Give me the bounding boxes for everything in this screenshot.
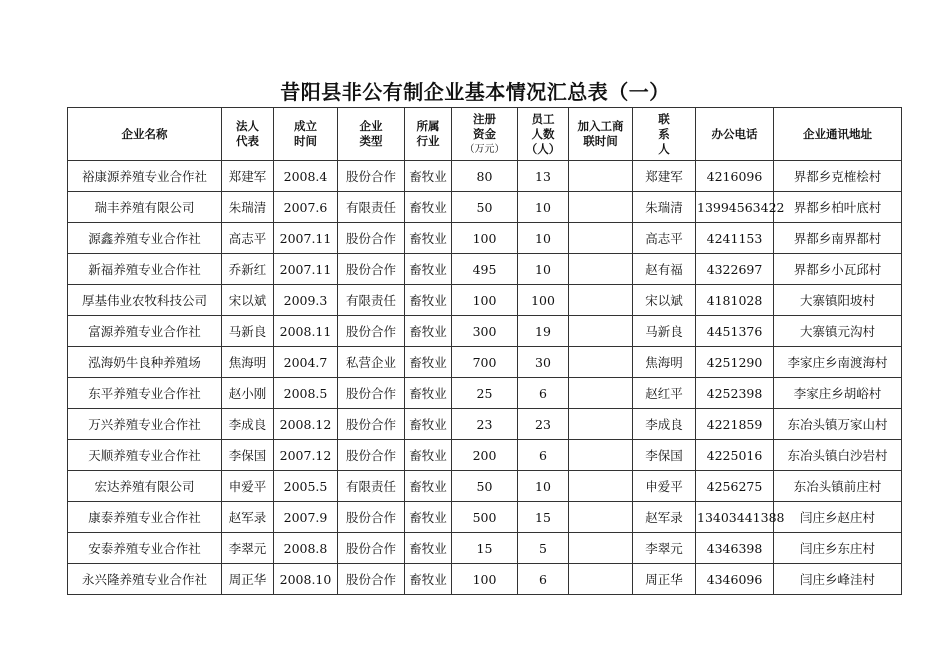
cell-established: 2007.9 xyxy=(274,502,338,533)
enterprise-summary-table xyxy=(67,107,902,595)
cell-join-time xyxy=(569,285,633,316)
header-industry-line2: 行业 xyxy=(416,134,440,148)
header-capital-line1: 注册 xyxy=(473,111,496,126)
cell-join-time xyxy=(569,564,633,595)
header-join-line1: 加入工商 xyxy=(577,119,624,133)
cell-address: 界都乡克榷桧村 xyxy=(774,161,902,192)
cell-phone: 4346398 xyxy=(696,533,774,564)
cell-staff: 6 xyxy=(518,440,569,471)
cell-company-name: 东平养殖专业合作社 xyxy=(68,378,222,409)
cell-contact: 申爱平 xyxy=(633,471,696,502)
cell-established: 2008.12 xyxy=(274,409,338,440)
header-established xyxy=(274,108,338,161)
header-established-line1: 成立 xyxy=(294,119,317,133)
cell-established: 2008.11 xyxy=(274,316,338,347)
header-staff-line1: 员工 xyxy=(531,111,555,126)
header-established-line2: 时间 xyxy=(294,134,317,148)
cell-company-name: 宏达养殖有限公司 xyxy=(68,471,222,502)
cell-company-name: 泓海奶牛良种养殖场 xyxy=(68,347,222,378)
cell-legal-rep: 朱瑞清 xyxy=(222,192,274,223)
header-address: 企业通讯地址 xyxy=(774,108,902,161)
cell-staff: 6 xyxy=(518,378,569,409)
cell-industry: 畜牧业 xyxy=(405,409,452,440)
cell-staff: 5 xyxy=(518,533,569,564)
cell-contact: 赵军录 xyxy=(633,502,696,533)
cell-phone: 4241153 xyxy=(696,223,774,254)
cell-staff: 6 xyxy=(518,564,569,595)
cell-capital: 50 xyxy=(452,471,518,502)
cell-company-type: 股份合作 xyxy=(338,409,405,440)
cell-company-type: 股份合作 xyxy=(338,161,405,192)
cell-capital: 495 xyxy=(452,254,518,285)
cell-staff: 23 xyxy=(518,409,569,440)
header-company-name: 企业名称 xyxy=(68,108,222,161)
cell-join-time xyxy=(569,471,633,502)
cell-legal-rep: 赵小刚 xyxy=(222,378,274,409)
cell-address: 界都乡柏叶底村 xyxy=(774,192,902,223)
cell-phone: 4346096 xyxy=(696,564,774,595)
cell-phone: 4225016 xyxy=(696,440,774,471)
cell-legal-rep: 宋以斌 xyxy=(222,285,274,316)
cell-company-type: 股份合作 xyxy=(338,440,405,471)
cell-legal-rep: 赵军录 xyxy=(222,502,274,533)
cell-industry: 畜牧业 xyxy=(405,440,452,471)
cell-staff: 19 xyxy=(518,316,569,347)
header-join-time xyxy=(569,108,633,161)
cell-established: 2007.11 xyxy=(274,254,338,285)
cell-capital: 100 xyxy=(452,564,518,595)
header-staff-unit: （人） xyxy=(525,141,561,156)
cell-company-type: 股份合作 xyxy=(338,502,405,533)
cell-address: 东冶头镇白沙岩村 xyxy=(774,440,902,471)
cell-phone: 4221859 xyxy=(696,409,774,440)
cell-established: 2007.12 xyxy=(274,440,338,471)
cell-address: 东冶头镇万家山村 xyxy=(774,409,902,440)
cell-address: 李家庄乡胡峪村 xyxy=(774,378,902,409)
cell-address: 大寨镇元沟村 xyxy=(774,316,902,347)
cell-established: 2008.4 xyxy=(274,161,338,192)
cell-company-type: 股份合作 xyxy=(338,254,405,285)
cell-staff: 10 xyxy=(518,471,569,502)
cell-capital: 50 xyxy=(452,192,518,223)
header-legal-rep-line1: 法人 xyxy=(236,119,259,133)
cell-staff: 10 xyxy=(518,192,569,223)
cell-industry: 畜牧业 xyxy=(405,285,452,316)
cell-phone: 4181028 xyxy=(696,285,774,316)
cell-join-time xyxy=(569,161,633,192)
cell-address: 界都乡小瓦邱村 xyxy=(774,254,902,285)
header-company-type-line1: 企业 xyxy=(359,119,383,133)
cell-established: 2007.11 xyxy=(274,223,338,254)
cell-legal-rep: 李翠元 xyxy=(222,533,274,564)
table-row xyxy=(68,254,902,285)
cell-join-time xyxy=(569,409,633,440)
cell-join-time xyxy=(569,192,633,223)
cell-established: 2007.6 xyxy=(274,192,338,223)
cell-contact: 焦海明 xyxy=(633,347,696,378)
cell-industry: 畜牧业 xyxy=(405,192,452,223)
cell-join-time xyxy=(569,223,633,254)
cell-company-name: 新福养殖专业合作社 xyxy=(68,254,222,285)
table-row xyxy=(68,161,902,192)
cell-legal-rep: 马新良 xyxy=(222,316,274,347)
cell-phone: 4216096 xyxy=(696,161,774,192)
cell-phone: 4256275 xyxy=(696,471,774,502)
cell-established: 2008.5 xyxy=(274,378,338,409)
cell-staff: 15 xyxy=(518,502,569,533)
cell-company-name: 安泰养殖专业合作社 xyxy=(68,533,222,564)
cell-legal-rep: 乔新红 xyxy=(222,254,274,285)
cell-company-type: 有限责任 xyxy=(338,192,405,223)
cell-industry: 畜牧业 xyxy=(405,533,452,564)
cell-contact: 李保国 xyxy=(633,440,696,471)
cell-phone: 4451376 xyxy=(696,316,774,347)
cell-contact: 赵红平 xyxy=(633,378,696,409)
cell-established: 2008.10 xyxy=(274,564,338,595)
cell-join-time xyxy=(569,347,633,378)
cell-company-name: 裕康源养殖专业合作社 xyxy=(68,161,222,192)
cell-capital: 300 xyxy=(452,316,518,347)
cell-company-type: 私营企业 xyxy=(338,347,405,378)
cell-company-type: 股份合作 xyxy=(338,223,405,254)
table-row xyxy=(68,192,902,223)
cell-staff: 10 xyxy=(518,254,569,285)
table-row xyxy=(68,285,902,316)
cell-contact: 朱瑞清 xyxy=(633,192,696,223)
cell-capital: 15 xyxy=(452,533,518,564)
header-contact-line3: 人 xyxy=(658,141,670,156)
cell-address: 界都乡南界都村 xyxy=(774,223,902,254)
cell-industry: 畜牧业 xyxy=(405,471,452,502)
header-staff-line2: 人数 xyxy=(531,126,555,141)
table-row xyxy=(68,502,902,533)
cell-industry: 畜牧业 xyxy=(405,316,452,347)
header-legal-rep xyxy=(222,108,274,161)
header-contact-line2: 系 xyxy=(658,126,670,141)
table-row xyxy=(68,347,902,378)
cell-contact: 郑建军 xyxy=(633,161,696,192)
header-industry xyxy=(405,108,452,161)
cell-contact: 李成良 xyxy=(633,409,696,440)
header-industry-line1: 所属 xyxy=(416,119,440,133)
cell-phone: 4322697 xyxy=(696,254,774,285)
cell-company-name: 厚基伟业农牧科技公司 xyxy=(68,285,222,316)
cell-join-time xyxy=(569,378,633,409)
table-row xyxy=(68,223,902,254)
cell-legal-rep: 高志平 xyxy=(222,223,274,254)
cell-capital: 500 xyxy=(452,502,518,533)
header-company-type-line2: 类型 xyxy=(359,134,383,148)
cell-staff: 100 xyxy=(518,285,569,316)
header-contact-person xyxy=(633,108,696,161)
table-row xyxy=(68,440,902,471)
cell-legal-rep: 周正华 xyxy=(222,564,274,595)
cell-contact: 周正华 xyxy=(633,564,696,595)
cell-staff: 13 xyxy=(518,161,569,192)
cell-company-type: 有限责任 xyxy=(338,471,405,502)
cell-company-name: 天顺养殖专业合作社 xyxy=(68,440,222,471)
cell-company-type: 股份合作 xyxy=(338,564,405,595)
cell-join-time xyxy=(569,440,633,471)
cell-industry: 畜牧业 xyxy=(405,502,452,533)
cell-join-time xyxy=(569,533,633,564)
cell-capital: 100 xyxy=(452,285,518,316)
cell-join-time xyxy=(569,254,633,285)
document-title: 昔阳县非公有制企业基本情况汇总表（一） xyxy=(280,80,670,104)
cell-phone: 4252398 xyxy=(696,378,774,409)
header-contact-line1: 联 xyxy=(658,111,670,126)
cell-company-name: 万兴养殖专业合作社 xyxy=(68,409,222,440)
cell-company-type: 股份合作 xyxy=(338,378,405,409)
cell-legal-rep: 焦海明 xyxy=(222,347,274,378)
cell-industry: 畜牧业 xyxy=(405,223,452,254)
header-legal-rep-line2: 代表 xyxy=(236,134,259,148)
cell-legal-rep: 李保国 xyxy=(222,440,274,471)
table-row xyxy=(68,378,902,409)
header-capital-line2: 资金 xyxy=(473,126,496,141)
cell-address: 闫庄乡峰洼村 xyxy=(774,564,902,595)
cell-company-name: 源鑫养殖专业合作社 xyxy=(68,223,222,254)
cell-capital: 23 xyxy=(452,409,518,440)
header-office-phone: 办公电话 xyxy=(696,108,774,161)
cell-company-name: 富源养殖专业合作社 xyxy=(68,316,222,347)
cell-capital: 100 xyxy=(452,223,518,254)
header-registered-capital xyxy=(452,108,518,161)
cell-legal-rep: 李成良 xyxy=(222,409,274,440)
cell-phone: 13994563422 xyxy=(696,192,774,223)
cell-company-type: 股份合作 xyxy=(338,316,405,347)
cell-company-name: 瑞丰养殖有限公司 xyxy=(68,192,222,223)
header-company-type xyxy=(338,108,405,161)
cell-company-type: 有限责任 xyxy=(338,285,405,316)
cell-established: 2005.5 xyxy=(274,471,338,502)
cell-company-name: 永兴隆养殖专业合作社 xyxy=(68,564,222,595)
cell-capital: 25 xyxy=(452,378,518,409)
cell-staff: 10 xyxy=(518,223,569,254)
cell-phone: 4251290 xyxy=(696,347,774,378)
cell-established: 2009.3 xyxy=(274,285,338,316)
cell-industry: 畜牧业 xyxy=(405,254,452,285)
cell-address: 东冶头镇前庄村 xyxy=(774,471,902,502)
cell-industry: 畜牧业 xyxy=(405,378,452,409)
cell-address: 闫庄乡赵庄村 xyxy=(774,502,902,533)
table-row xyxy=(68,564,902,595)
header-staff-count xyxy=(518,108,569,161)
cell-join-time xyxy=(569,502,633,533)
table-row xyxy=(68,409,902,440)
cell-contact: 宋以斌 xyxy=(633,285,696,316)
cell-established: 2004.7 xyxy=(274,347,338,378)
cell-phone: 13403441388 xyxy=(696,502,774,533)
table-row xyxy=(68,471,902,502)
cell-industry: 畜牧业 xyxy=(405,161,452,192)
cell-legal-rep: 申爱平 xyxy=(222,471,274,502)
header-row xyxy=(68,108,902,161)
cell-company-type: 股份合作 xyxy=(338,533,405,564)
header-capital-unit: （万元） xyxy=(464,143,505,155)
cell-industry: 畜牧业 xyxy=(405,347,452,378)
cell-address: 大寨镇阳坡村 xyxy=(774,285,902,316)
cell-contact: 李翠元 xyxy=(633,533,696,564)
table-row xyxy=(68,316,902,347)
cell-address: 李家庄乡南渡海村 xyxy=(774,347,902,378)
cell-join-time xyxy=(569,316,633,347)
cell-contact: 赵有福 xyxy=(633,254,696,285)
cell-staff: 30 xyxy=(518,347,569,378)
cell-industry: 畜牧业 xyxy=(405,564,452,595)
cell-contact: 高志平 xyxy=(633,223,696,254)
cell-company-name: 康泰养殖专业合作社 xyxy=(68,502,222,533)
cell-capital: 80 xyxy=(452,161,518,192)
cell-contact: 马新良 xyxy=(633,316,696,347)
cell-legal-rep: 郑建军 xyxy=(222,161,274,192)
header-join-line2: 联时间 xyxy=(583,134,618,148)
cell-capital: 200 xyxy=(452,440,518,471)
cell-address: 闫庄乡东庄村 xyxy=(774,533,902,564)
table-row xyxy=(68,533,902,564)
cell-established: 2008.8 xyxy=(274,533,338,564)
cell-capital: 700 xyxy=(452,347,518,378)
